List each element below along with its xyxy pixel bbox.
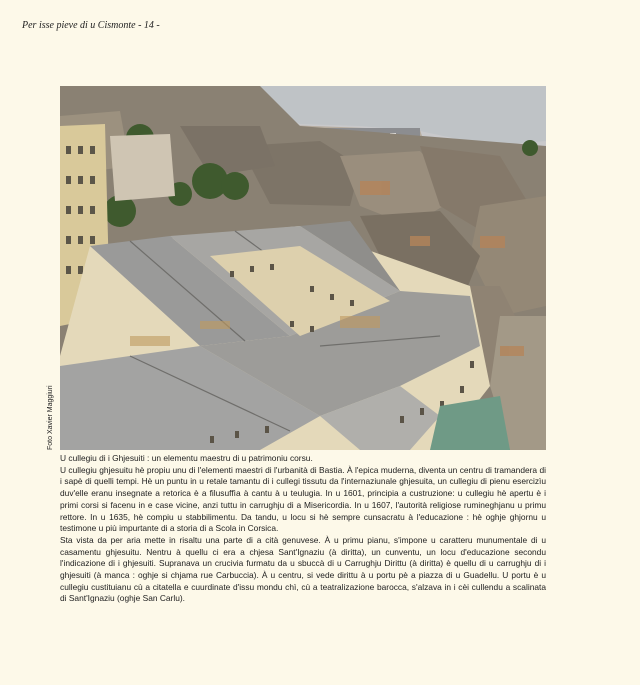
article-body [60,453,546,605]
paragraph-view: Sta vista da per aria mette in risaltu una parte di a cità genuvese. À u primu pianu, s'impone u caratteru munumentale di u casamentu ghjesuitu. Nentru à quellu ci era a chjesa Sant'Ignaziu (à diritta), un cunventu, un locu d'educazione secondu l'indicazione di i ghjesuiti. Supranava un crucivia furmatu da u sbuccà di u Carrughju Dirittu (à diritta) è quellu di u carrughju di i ghjesuiti (à manca : oghje si chjama rue Carbuccia). À u centru, si vede dirittu à u portu pè a piazza di u Guadellu. U portu è u cullegiu custituianu cù a citatella e cuurdinate d'issu mondu chì, cù a teatralizazione barocca, s'alzava in i cèi cullendu a scalinata di Sant'Ignaziu (oghje San Carlu). [60,534,546,604]
photo-caption: U cullegiu di i Ghjesuiti : un elementu maestru di u patrimoniu corsu. [60,453,313,463]
paragraph-history: U cullegiu ghjesuitu hè propiu unu di l'elementi maestri di l'urbanità di Bastia. À l'epica muderna, diventa un centru di tramandera di i sapè di quelli tempi. Hè un puntu in u retale tamantu di i cullegi tissutu da l'internaziunale ghjesuita, un cullegiu di pienu esercizìu duv'elle eranu insegnate a retorica è a filusuffìa à cantu à u teulugia. In u 1601, principia a custruzione: u cullegiu hè apertu è i primi corsi si facenu in e case vicine, anzi tuttu in carrughju di a Misericordia. In u 1607, l'autorità religiose rumineghjanu u primu rettore. In u 1635, hè compiu u stabbilimentu. Da tandu, u locu si hè sempre cunsacratu à l'educazione : hè oghje ghjornu u testimone u più impurtante di a storia di a Scola in Corsica. [60,464,546,534]
aerial-photo-bastia-jesuit-college [60,86,546,450]
running-header: Per isse pieve di u Cismonte - 14 - [22,20,160,31]
photo-credit: Foto Xavier Maggiuri [47,385,54,450]
